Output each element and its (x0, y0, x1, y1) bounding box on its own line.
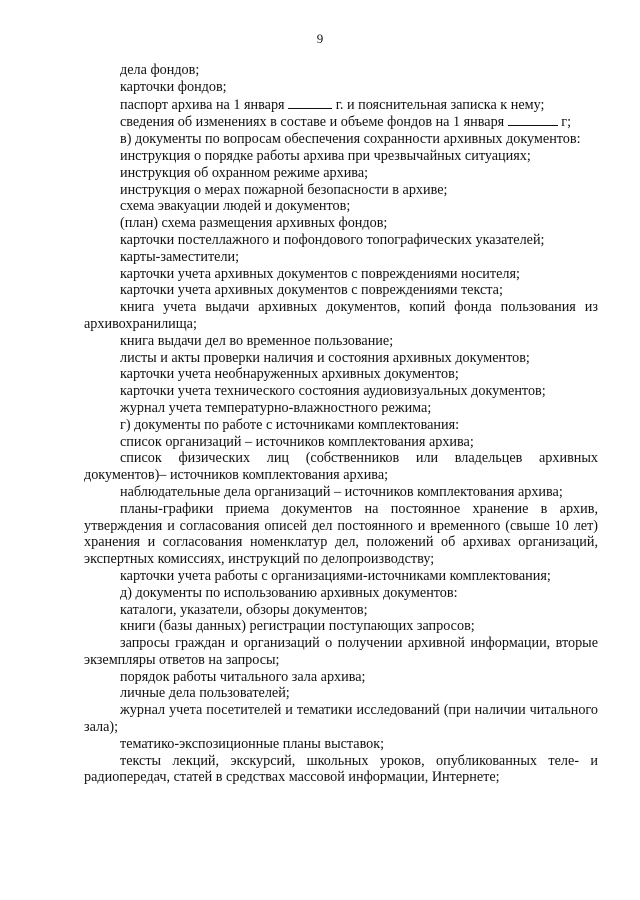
section-heading: г) документы по работе с источниками комплектования: (120, 416, 460, 433)
list-item: запросы граждан и организаций о получении архивной информации, вторые экземпляры ответов на запросы; (84, 635, 598, 668)
changes-text-after: г; (557, 114, 572, 131)
passport-text-before: паспорт архива на 1 января (120, 96, 289, 113)
blank-line (288, 96, 332, 109)
list-item: каталоги, указатели, обзоры документов; (120, 601, 368, 618)
list-item: инструкция о порядке работы архива при чрезвычайных ситуациях; (120, 147, 531, 164)
list-item: наблюдательные дела организаций – источников комплектования архива; (120, 483, 563, 500)
section-heading: д) документы по использованию архивных документов: (120, 584, 458, 601)
section-heading: в) документы по вопросам обеспечения сохранности архивных документов: (120, 131, 581, 148)
list-item: карты-заместители; (120, 248, 240, 265)
list-item: список организаций – источников комплектования архива; (120, 433, 474, 450)
list-item: дела фондов; (120, 62, 200, 78)
list-item: тексты лекций, экскурсий, школьных уроков, опубликованных теле- и радиопередач, статей в средствах массовой информации, Интернете; (84, 752, 598, 786)
list-item: карточки постеллажного и пофондового топографических указателей; (120, 231, 545, 248)
list-item: схема эвакуации людей и документов; (120, 198, 351, 215)
passport-text-after: г. и пояснительная записка к нему; (332, 96, 545, 113)
list-item: порядок работы читального зала архива; (120, 668, 366, 685)
list-item: листы и акты проверки наличия и состояния архивных документов; (120, 349, 530, 366)
list-item: список физических лиц (собственников или владельцев архивных документов)– источников комплектования архива; (84, 450, 598, 484)
list-item: карточки учета архивных документов с повреждениями текста; (120, 282, 503, 299)
page-number: 9 (316, 31, 324, 46)
list-item: тематико-экспозиционные планы выставок; (120, 735, 385, 752)
list-item: карточки учета технического состояния аудиовизуальных документов; (120, 383, 546, 400)
list-item: журнал учета посетителей и тематики исследований (при наличии читального зала); (84, 702, 598, 736)
list-item: карточки учета архивных документов с повреждениями носителя; (120, 265, 520, 282)
list-item-changes (84, 113, 598, 131)
list-item: книга учета выдачи архивных документов, копий фонда пользования из архивохранилища; (84, 299, 598, 332)
list-item: инструкция об охранном режиме архива; (120, 164, 369, 181)
list-item: планы-графики приема документов на постоянное хранение в архив, утверждения и согласования описей дел постоянного и временного (свыше 10 лет) хранения и согласования номенклатур дел, положений об архивах организаций, экспертных комиссиях, инструкций по делопроизводству; (84, 500, 598, 568)
list-item: книга выдачи дел во временное пользование; (120, 332, 394, 349)
list-item: карточки учета работы с организациями-источниками комплектования; (120, 567, 551, 584)
list-item: инструкция о мерах пожарной безопасности в архиве; (120, 181, 448, 198)
list-item-passport (84, 96, 598, 114)
list-item: личные дела пользователей; (120, 685, 290, 702)
list-item: карточки фондов; (120, 78, 227, 95)
list-item: журнал учета температурно-влажностного режима; (120, 399, 432, 416)
document-body (84, 62, 598, 786)
blank-line (508, 113, 558, 126)
changes-text-before: сведения об изменениях в составе и объеме фондов на 1 января (120, 114, 508, 131)
list-item: карточки учета необнаруженных архивных документов; (120, 366, 459, 383)
list-item: книги (базы данных) регистрации поступающих запросов; (120, 618, 475, 635)
list-item: (план) схема размещения архивных фондов; (120, 215, 388, 232)
